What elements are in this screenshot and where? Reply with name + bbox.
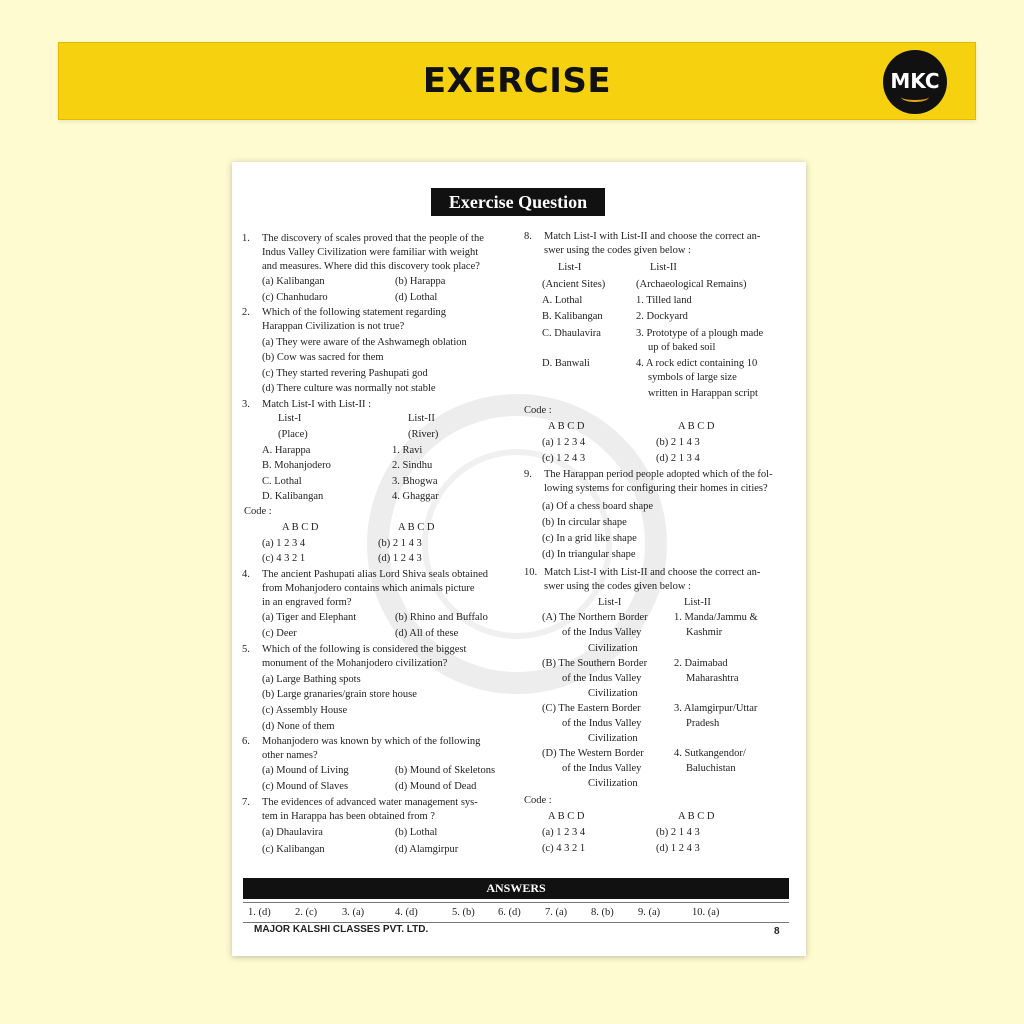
text-line: of the Indus Valley bbox=[562, 763, 642, 774]
answer-item: 7. (a) bbox=[545, 907, 568, 918]
answer-item: 5. (b) bbox=[452, 907, 475, 918]
text-line: List-II bbox=[408, 413, 435, 424]
text-line: 7. bbox=[242, 797, 250, 808]
text-line: (c) They started revering Pashupati god bbox=[262, 368, 428, 379]
text-line: of the Indus Valley bbox=[562, 718, 642, 729]
text-line: List-II bbox=[650, 262, 677, 273]
text-line: (b) In circular shape bbox=[542, 517, 627, 528]
text-line: Which of the following is considered the biggest bbox=[262, 644, 467, 655]
text-line: Kashmir bbox=[686, 627, 723, 638]
text-line: Pradesh bbox=[686, 718, 720, 729]
text-line: (d) In triangular shape bbox=[542, 549, 636, 560]
text-line: of the Indus Valley bbox=[562, 673, 642, 684]
text-line: swer using the codes given below : bbox=[544, 245, 691, 256]
text-line: (b) 2 1 4 3 bbox=[656, 827, 700, 838]
text-line: (a) Kalibangan bbox=[262, 276, 325, 287]
text-line: (b) 2 1 4 3 bbox=[656, 437, 700, 448]
text-line: of the Indus Valley bbox=[562, 627, 642, 638]
text-line: (a) 1 2 3 4 bbox=[542, 437, 586, 448]
text-line: A. Lothal bbox=[542, 295, 583, 306]
banner-title: EXERCISE bbox=[422, 61, 612, 101]
answers-rule-bottom bbox=[243, 922, 789, 923]
text-line: monument of the Mohanjodero civilization? bbox=[262, 658, 448, 669]
text-line: (a) Large Bathing spots bbox=[262, 674, 361, 685]
text-line: Civilization bbox=[588, 643, 638, 654]
logo-text: MKC bbox=[890, 69, 940, 93]
text-line: 1. Tilled land bbox=[636, 295, 692, 306]
text-line: (Place) bbox=[278, 429, 308, 440]
text-line: Code : bbox=[244, 506, 272, 517]
text-line: A B C D bbox=[678, 811, 715, 822]
text-line: (d) All of these bbox=[395, 628, 459, 639]
text-line: (d) There culture was normally not stable bbox=[262, 383, 436, 394]
text-line: 4. A rock edict containing 10 bbox=[636, 358, 758, 369]
text-line: 4. Sutkangendor/ bbox=[674, 748, 746, 759]
text-line: in an engraved form? bbox=[262, 597, 352, 608]
text-line: other names? bbox=[262, 750, 318, 761]
text-line: B. Mohanjodero bbox=[262, 460, 331, 471]
text-line: 10. bbox=[524, 567, 538, 578]
text-line: Maharashtra bbox=[686, 673, 739, 684]
text-line: 4. Ghaggar bbox=[392, 491, 439, 502]
answer-item: 1. (d) bbox=[248, 907, 271, 918]
text-line: (d) 1 2 4 3 bbox=[656, 843, 700, 854]
text-line: List-I bbox=[278, 413, 302, 424]
text-line: (b) Lothal bbox=[395, 827, 438, 838]
text-line: (c) 4 3 2 1 bbox=[262, 553, 306, 564]
text-line: symbols of large size bbox=[648, 372, 737, 383]
text-line: 6. bbox=[242, 736, 250, 747]
text-line: (c) Chanhudaro bbox=[262, 292, 328, 303]
answers-heading: ANSWERS bbox=[243, 878, 789, 899]
text-line: (a) Dhaulavira bbox=[262, 827, 323, 838]
text-line: Code : bbox=[524, 405, 552, 416]
text-line: 3. Prototype of a plough made bbox=[636, 328, 764, 339]
text-line: (A) The Northern Border bbox=[542, 612, 648, 623]
text-line: 2. Daimabad bbox=[674, 658, 728, 669]
text-line: (c) Deer bbox=[262, 628, 297, 639]
answer-item: 9. (a) bbox=[638, 907, 661, 918]
text-line: (c) Assembly House bbox=[262, 705, 348, 716]
text-line: Civilization bbox=[588, 733, 638, 744]
text-line: C. Lothal bbox=[262, 476, 302, 487]
text-line: (a) Mound of Living bbox=[262, 765, 349, 776]
text-line: A B C D bbox=[398, 522, 435, 533]
answer-item: 2. (c) bbox=[295, 907, 318, 918]
text-line: (B) The Southern Border bbox=[542, 658, 648, 669]
answer-item: 3. (a) bbox=[342, 907, 365, 918]
footer-publisher: MAJOR KALSHI CLASSES PVT. LTD. bbox=[254, 924, 429, 935]
text-line: Mohanjodero was known by which of the following bbox=[262, 736, 481, 747]
text-line: (a) 1 2 3 4 bbox=[542, 827, 586, 838]
text-line: The ancient Pashupati alias Lord Shiva seals obtained bbox=[262, 569, 488, 580]
text-line: C. Dhaulavira bbox=[542, 328, 601, 339]
text-line: (b) Large granaries/grain store house bbox=[262, 689, 417, 700]
text-line: (a) Tiger and Elephant bbox=[262, 612, 357, 623]
text-line: (d) None of them bbox=[262, 721, 335, 732]
text-line: (d) Lothal bbox=[395, 292, 438, 303]
text-line: A B C D bbox=[282, 522, 319, 533]
text-line: A B C D bbox=[678, 421, 715, 432]
mkc-logo bbox=[883, 50, 947, 114]
text-line: (Archaeological Remains) bbox=[636, 279, 747, 290]
text-line: 3. Alamgirpur/Uttar bbox=[674, 703, 758, 714]
header-banner bbox=[58, 42, 976, 120]
text-line: 8. bbox=[524, 231, 532, 242]
text-line: A. Harappa bbox=[262, 445, 311, 456]
text-line: (b) 2 1 4 3 bbox=[378, 538, 422, 549]
text-line: (c) 4 3 2 1 bbox=[542, 843, 586, 854]
text-line: Harappan Civilization is not true? bbox=[262, 321, 405, 332]
text-line: (D) The Western Border bbox=[542, 748, 644, 759]
text-line: 2. Dockyard bbox=[636, 311, 688, 322]
text-line: (d) Alamgirpur bbox=[395, 844, 459, 855]
text-line: (d) 2 1 3 4 bbox=[656, 453, 700, 464]
text-line: (b) Rhino and Buffalo bbox=[395, 612, 488, 623]
text-line: 3. Bhogwa bbox=[392, 476, 438, 487]
answer-item: 4. (d) bbox=[395, 907, 418, 918]
text-line: (Ancient Sites) bbox=[542, 279, 606, 290]
text-line: swer using the codes given below : bbox=[544, 581, 691, 592]
text-line: (d) Mound of Dead bbox=[395, 781, 477, 792]
answers-rule-top bbox=[243, 902, 789, 903]
text-line: 2. bbox=[242, 307, 250, 318]
text-line: Civilization bbox=[588, 778, 638, 789]
text-line: Civilization bbox=[588, 688, 638, 699]
text-line: (C) The Eastern Border bbox=[542, 703, 641, 714]
text-line: 4. bbox=[242, 569, 250, 580]
answer-item: 8. (b) bbox=[591, 907, 614, 918]
text-line: (b) Harappa bbox=[395, 276, 446, 287]
text-line: (a) 1 2 3 4 bbox=[262, 538, 306, 549]
text-line: (c) Kalibangan bbox=[262, 844, 325, 855]
text-line: D. Kalibangan bbox=[262, 491, 324, 502]
page-number: 8 bbox=[774, 926, 780, 937]
text-line: (c) In a grid like shape bbox=[542, 533, 637, 544]
text-line: Code : bbox=[524, 795, 552, 806]
text-line: Match List-I with List-II and choose the correct an- bbox=[544, 231, 761, 242]
text-line: (River) bbox=[408, 429, 439, 440]
text-line: (b) Cow was sacred for them bbox=[262, 352, 384, 363]
text-line: 1. bbox=[242, 233, 250, 244]
logo-swoosh-icon bbox=[901, 92, 929, 102]
text-line: List-I bbox=[598, 597, 622, 608]
text-line: (b) Mound of Skeletons bbox=[395, 765, 496, 776]
text-line: and measures. Where did this discovery took place? bbox=[262, 261, 480, 272]
text-line: The discovery of scales proved that the people of the bbox=[262, 233, 484, 244]
exercise-question-title: Exercise Question bbox=[431, 188, 605, 216]
text-line: B. Kalibangan bbox=[542, 311, 603, 322]
text-line: List-I bbox=[558, 262, 582, 273]
text-line: List-II bbox=[684, 597, 711, 608]
text-line: Baluchistan bbox=[686, 763, 736, 774]
text-line: A B C D bbox=[548, 811, 585, 822]
text-line: 1. Manda/Jammu & bbox=[674, 612, 758, 623]
text-line: 2. Sindhu bbox=[392, 460, 433, 471]
text-line: up of baked soil bbox=[648, 342, 716, 353]
text-line: (c) Mound of Slaves bbox=[262, 781, 349, 792]
text-line: (a) They were aware of the Ashwamegh oblation bbox=[262, 337, 467, 348]
text-line: (c) 1 2 4 3 bbox=[542, 453, 586, 464]
text-line: Indus Valley Civilization were familiar with weight bbox=[262, 247, 479, 258]
text-line: lowing systems for configuring their homes in cities? bbox=[544, 483, 768, 494]
text-line: (d) 1 2 4 3 bbox=[378, 553, 422, 564]
text-line: D. Banwali bbox=[542, 358, 590, 369]
text-line: 3. bbox=[242, 399, 250, 410]
text-line: Match List-I with List-II : bbox=[262, 399, 372, 410]
text-line: A B C D bbox=[548, 421, 585, 432]
text-line: tem in Harappa has been obtained from ? bbox=[262, 811, 435, 822]
text-line: 1. Ravi bbox=[392, 445, 423, 456]
text-line: The evidences of advanced water management sys- bbox=[262, 797, 478, 808]
worksheet-page bbox=[232, 162, 806, 956]
text-line: 9. bbox=[524, 469, 532, 480]
text-line: Which of the following statement regarding bbox=[262, 307, 446, 318]
text-line: Match List-I with List-II and choose the correct an- bbox=[544, 567, 761, 578]
text-line: 5. bbox=[242, 644, 250, 655]
answer-item: 10. (a) bbox=[692, 907, 720, 918]
answer-item: 6. (d) bbox=[498, 907, 521, 918]
text-line: (a) Of a chess board shape bbox=[542, 501, 654, 512]
text-line: The Harappan period people adopted which of the fol- bbox=[544, 469, 773, 480]
text-line: written in Harappan script bbox=[648, 388, 758, 399]
text-line: from Mohanjodero contains which animals picture bbox=[262, 583, 475, 594]
